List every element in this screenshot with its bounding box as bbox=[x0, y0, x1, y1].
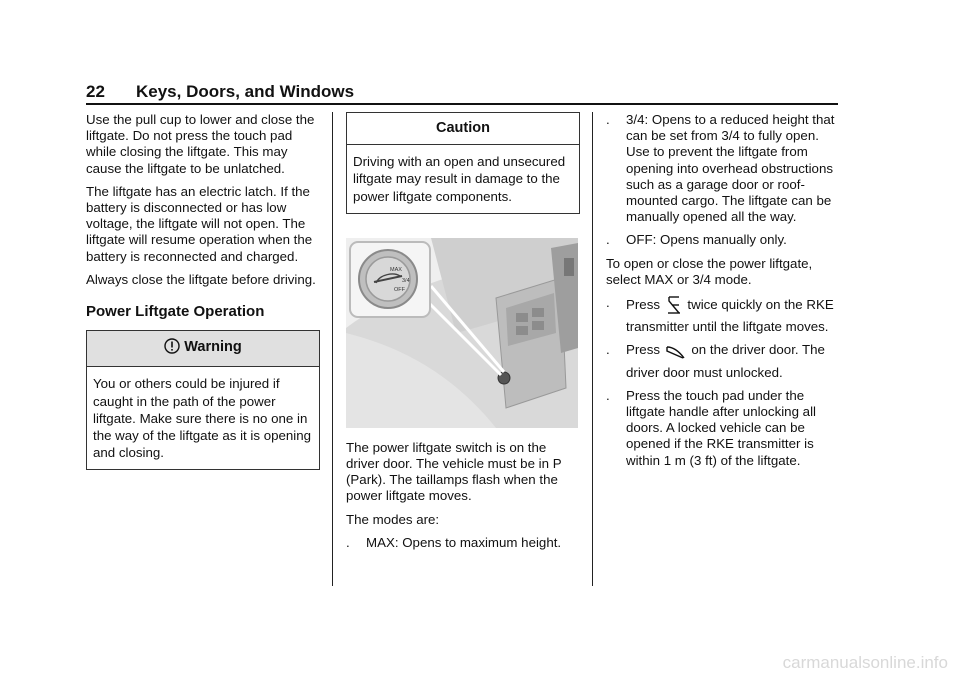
paragraph: Use the pull cup to lower and close the liftgate. Do not press the touch pad while closing the liftgate. This may cause the liftgate to be unlatched. bbox=[86, 112, 315, 176]
list-item-text: OFF: Opens manually only. bbox=[626, 232, 787, 248]
page-header bbox=[86, 82, 838, 104]
warning-icon bbox=[164, 338, 180, 358]
liftgate-door-icon bbox=[666, 344, 686, 364]
switch-label-three-quarter: 3/4 bbox=[402, 277, 410, 284]
bullet-marker: . bbox=[606, 295, 610, 311]
section-heading: Power Liftgate Operation bbox=[86, 303, 265, 321]
liftgate-remote-icon bbox=[666, 295, 682, 319]
paragraph: To open or close the power liftgate, select MAX or 3/4 mode. bbox=[606, 255, 813, 287]
list-item-text-pre: Press bbox=[626, 297, 660, 313]
switch-label-off: OFF bbox=[394, 286, 405, 293]
warning-text: You or others could be injured if caught in the path of the power liftgate. Make sure there is no one in the way of the liftgate as it is opening and closing. bbox=[93, 376, 312, 461]
paragraph: The power liftgate switch is on the driver door. The vehicle must be in P (Park). The taillamps flash when the power liftgate moves. bbox=[346, 439, 562, 504]
header-rule bbox=[86, 103, 838, 105]
list-item-text: 3/4: Opens to a reduced height that can be set from 3/4 to fully open. Use to prevent the liftgate from opening into overhead obstructions such as a garage door or roof-mounted cargo. The liftgate can be manually opened all the way. bbox=[626, 112, 835, 225]
column-2 bbox=[346, 112, 580, 558]
page-number: 22 bbox=[86, 82, 105, 101]
bullet-marker: . bbox=[606, 112, 610, 127]
caution-title: Caution bbox=[347, 113, 579, 145]
liftgate-switch-illustration bbox=[346, 238, 578, 428]
bullet-marker: . bbox=[606, 342, 610, 358]
list-item bbox=[606, 232, 842, 248]
svg-text:carmanualsonline.info: carmanualsonline.info bbox=[782, 653, 948, 672]
paragraph: Always close the liftgate before driving. bbox=[86, 271, 316, 287]
column-divider-2 bbox=[592, 112, 593, 586]
list-item bbox=[606, 388, 842, 469]
warning-box-title bbox=[87, 331, 319, 367]
caution-box bbox=[346, 112, 580, 214]
column-1 bbox=[86, 112, 320, 470]
column-divider-1 bbox=[332, 112, 333, 586]
watermark bbox=[728, 652, 948, 672]
list-item bbox=[606, 112, 842, 225]
bullet-marker: . bbox=[606, 387, 610, 403]
page-title: Keys, Doors, and Windows bbox=[136, 82, 355, 101]
list-item-text-pre: Press bbox=[626, 342, 660, 358]
bullet-marker: . bbox=[346, 534, 350, 550]
paragraph: The modes are: bbox=[346, 511, 440, 527]
switch-label-max: MAX bbox=[390, 266, 402, 273]
list-item-text-post: twice quickly on the RKE transmitter until the liftgate moves. bbox=[626, 297, 834, 335]
list-item bbox=[606, 295, 842, 335]
column-3 bbox=[606, 112, 842, 476]
warning-box bbox=[86, 330, 320, 470]
list-item bbox=[346, 535, 580, 551]
warning-title: Warning bbox=[184, 339, 242, 356]
list-item-text-post: on the driver door. The driver door must unlocked. bbox=[626, 342, 825, 380]
list-item-text: Press the touch pad under the liftgate handle after unlocking all doors. A locked vehicle can be opened if the RKE transmitter is within 1 m (3 ft) of the liftgate. bbox=[626, 387, 816, 468]
caution-text: Driving with an open and unsecured liftgate may result in damage to the power liftgate components. bbox=[353, 154, 566, 204]
paragraph: The liftgate has an electric latch. If the battery is disconnected or has low voltage, the liftgate will not open. The liftgate will resume operation when the battery is reconnected and charged. bbox=[86, 183, 313, 264]
list-item bbox=[606, 342, 842, 380]
bullet-marker: . bbox=[606, 232, 610, 248]
list-item-text: MAX: Opens to maximum height. bbox=[366, 534, 562, 550]
